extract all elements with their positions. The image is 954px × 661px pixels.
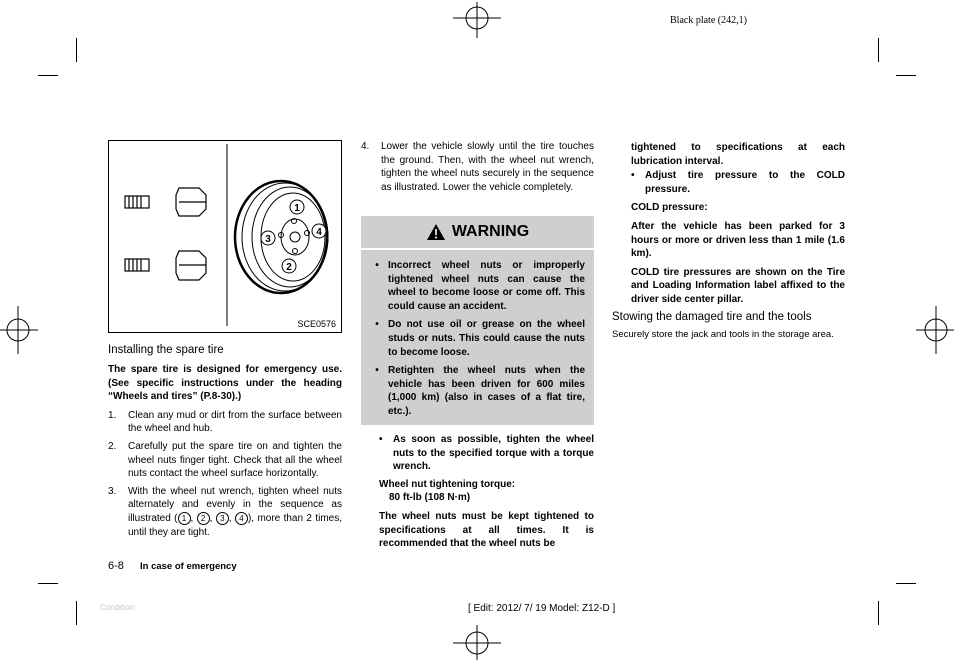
- warning-title: WARNING: [451, 223, 530, 240]
- continued-text: tightened to specifications at each lubrication interval.: [631, 142, 845, 167]
- circle-2: 2: [197, 512, 210, 525]
- callout-4: 4: [316, 227, 322, 238]
- left-column: [108, 343, 342, 543]
- right-column-upper: [631, 141, 845, 307]
- callout-1: 1: [294, 203, 300, 214]
- wheel-illustration: [109, 141, 343, 334]
- section-name: In case of emergency: [140, 561, 237, 572]
- edit-info: [ Edit: 2012/ 7/ 19 Model: Z12-D ]: [468, 603, 616, 614]
- condition-label: Condition:: [100, 603, 137, 612]
- step-2: 2. Carefully put the spare tire on and tighten the wheel nuts finger tight. Check that all the wheel nuts contact the wheel surface horizontally.: [108, 440, 342, 480]
- figure-spare-tire: [108, 140, 342, 333]
- warning-body: [361, 250, 594, 425]
- kept-text: The wheel nuts must be kept tightened to specifications at all times. It is recommended that the wheel nuts be: [379, 510, 594, 550]
- cold-shown: COLD tire pressures are shown on the Tire and Loading Information label affixed to the driver side center pillar.: [631, 266, 845, 305]
- callout-2: 2: [286, 262, 292, 273]
- warning-header: [361, 216, 594, 248]
- cold-label: COLD pressure:: [631, 202, 708, 214]
- cold-bullet: • Adjust tire pressure to the COLD pressure.: [631, 170, 845, 195]
- stow-heading: Stowing the damaged tire and the tools: [612, 311, 812, 323]
- circle-4: 4: [235, 512, 248, 525]
- stow-text: Securely store the jack and tools in the storage area.: [612, 329, 834, 340]
- torque-bullet: • As soon as possible, tighten the wheel nuts to the specified torque with a torque wrench.: [379, 434, 594, 473]
- warning-item-1: • Incorrect wheel nuts or improperly tightened wheel nuts can cause the wheel to become loose or come off. This could cause an accident.: [375, 260, 585, 312]
- plate-label: Black plate (242,1): [670, 15, 747, 26]
- step-3: 3. With the wheel nut wrench, tighten wheel nuts alternately and evenly in the sequence as illustrated ( 1 , 2 , 3 , 4 ), more than 2 times, until they are tight.: [108, 485, 343, 538]
- page-number: 6-8: [108, 560, 124, 572]
- step-4: 4. Lower the vehicle slowly until the tire touches the ground. Then, with the wheel nut wrench, tighten the wheel nuts securely in the sequence as illustrated. Lower the vehicle completely.: [361, 141, 594, 193]
- figure-code: SCE0576: [297, 319, 336, 329]
- torque-value: 80 ft-lb (108 N·m): [389, 492, 471, 504]
- torque-label: Wheel nut tightening torque:: [379, 478, 516, 490]
- cold-definition: After the vehicle has been parked for 3 hours or more or driven less than 1 mile (1.6 km).: [631, 220, 845, 260]
- bold-note: The spare tire is designed for emergency use. (See specific instructions under the heading “Wheels and tires” (P.8-30).): [108, 364, 342, 403]
- section-heading: Installing the spare tire: [108, 344, 224, 356]
- circle-3: 3: [216, 512, 229, 525]
- right-column-lower: [612, 310, 845, 342]
- middle-lower: [379, 433, 594, 551]
- warning-item-3: • Retighten the wheel nuts when the vehicle has been driven for 600 miles (1,000 km) (also in cases of a flat tire, etc.).: [375, 365, 585, 417]
- circle-1: 1: [178, 512, 191, 525]
- callout-3: 3: [265, 234, 271, 245]
- step-1: 1. Clean any mud or dirt from the surface between the wheel and hub.: [108, 409, 342, 435]
- warning-item-2: • Do not use oil or grease on the wheel studs or nuts. This could cause the nuts to become loose.: [375, 319, 585, 358]
- warning-icon: [426, 223, 446, 241]
